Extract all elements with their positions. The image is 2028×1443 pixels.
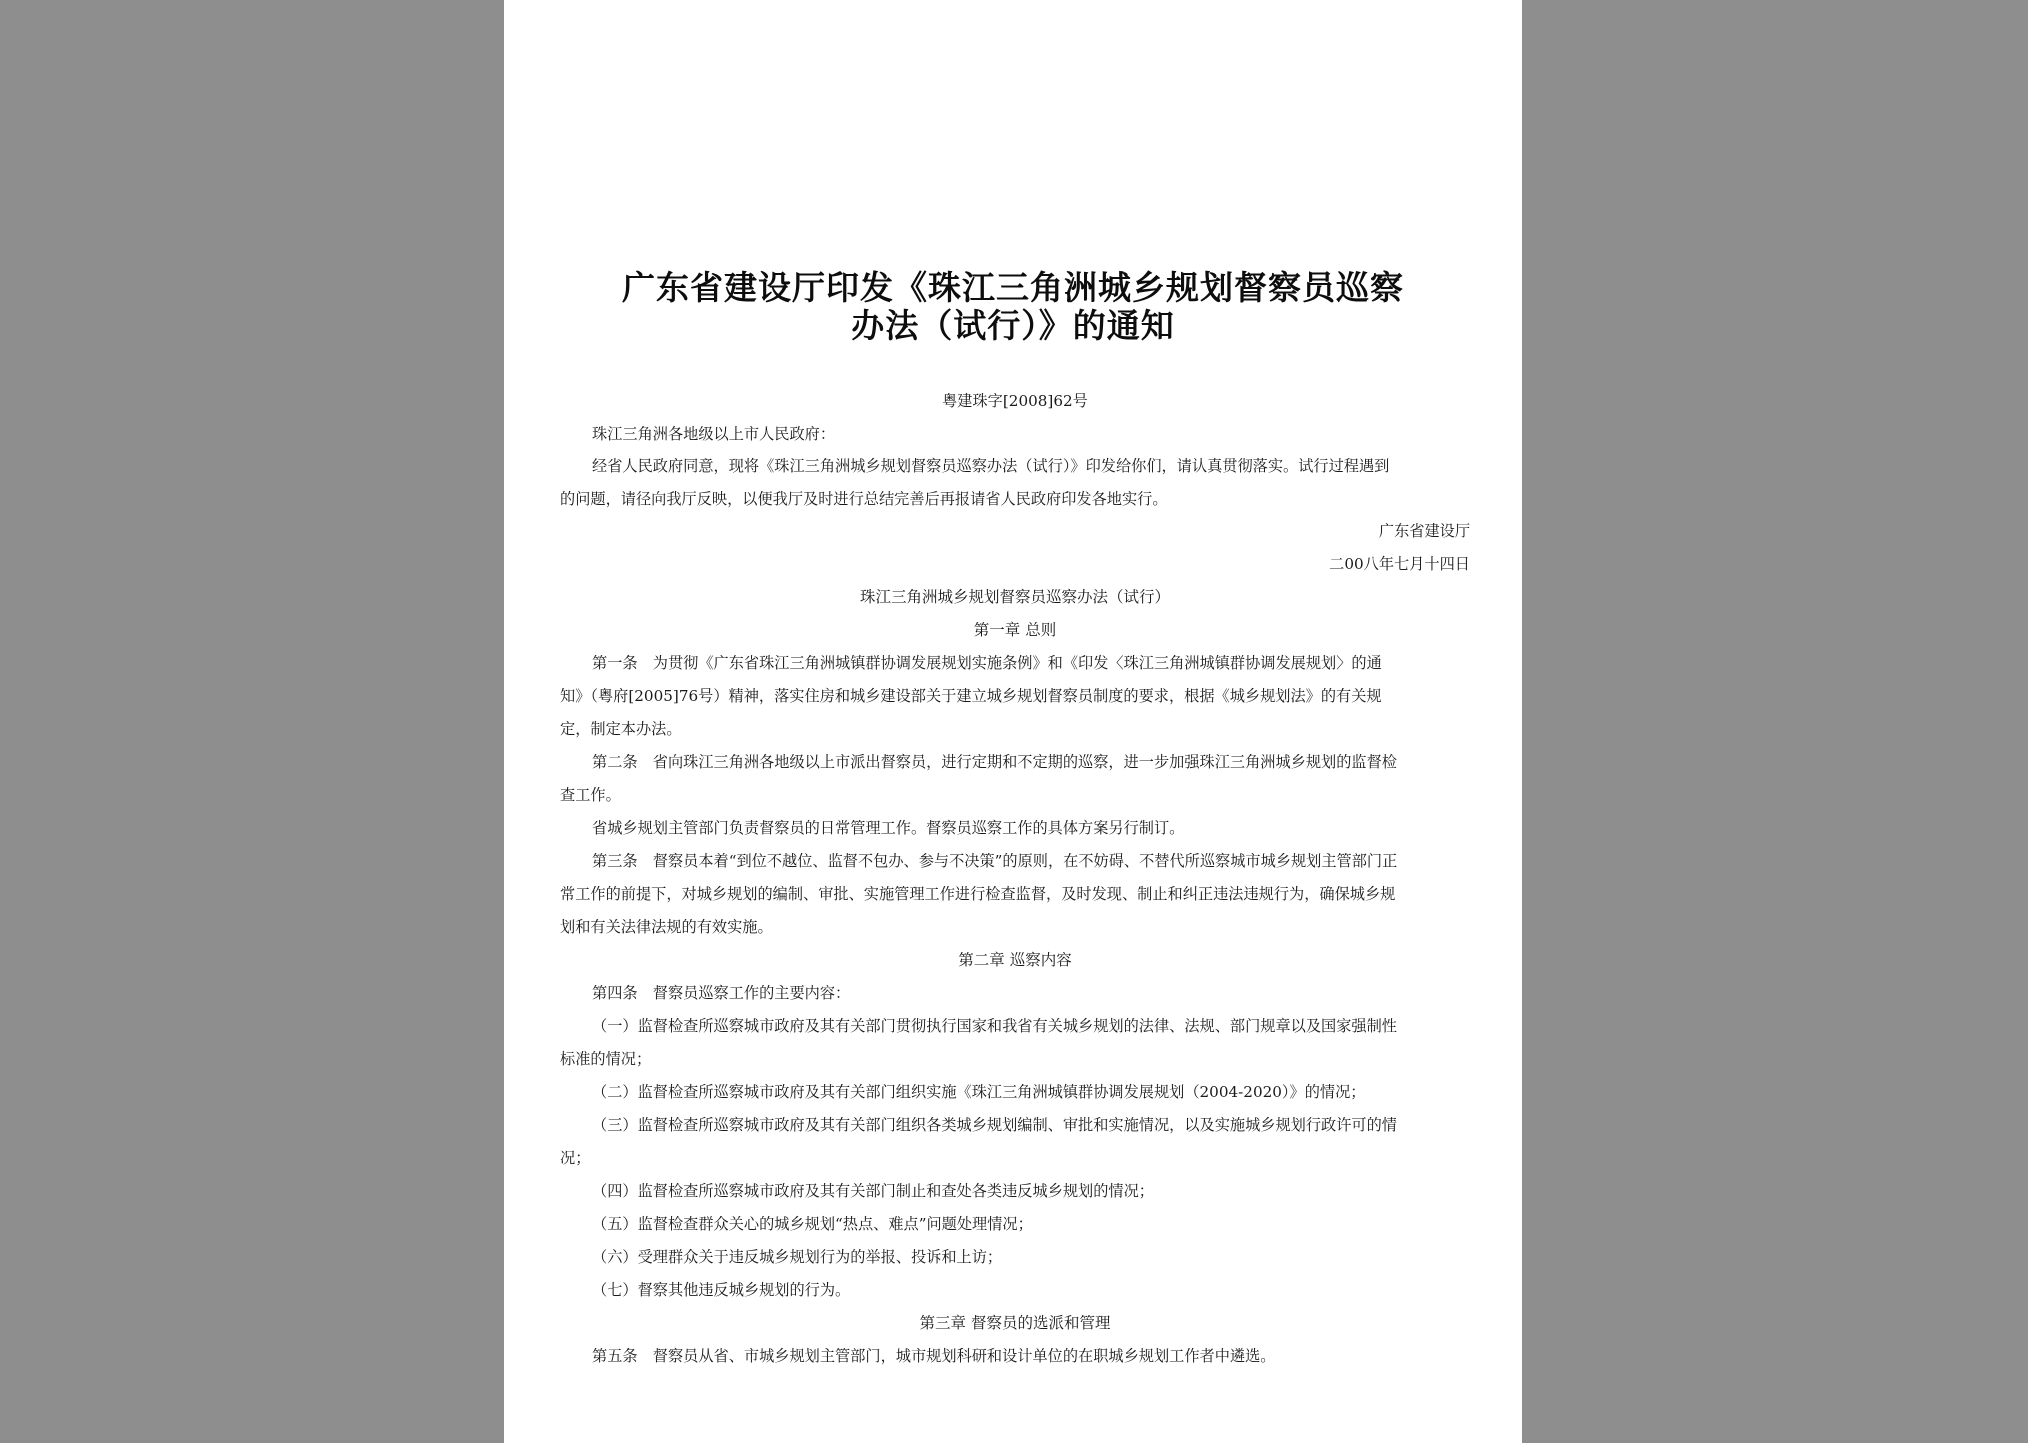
list-item: （六）受理群众关于违反城乡规划行为的举报、投诉和上访；: [592, 1248, 1003, 1266]
article-line: 知》（粤府[2005]76号）精神，落实住房和城乡建设部关于建立城乡规划督察员制度的要求，根据《城乡规划法》的有关规: [560, 687, 1382, 705]
signature: 广东省建设厅: [1378, 522, 1470, 540]
body-line: 经省人民政府同意，现将《珠江三角洲城乡规划督察员巡察办法（试行）》印发给你们，请认真贯彻落实。试行过程遇到: [592, 457, 1390, 475]
article-line: 第二条 省向珠江三角洲各地级以上市派出督察员，进行定期和不定期的巡察，进一步加强珠江三角洲城乡规划的监督检: [592, 753, 1397, 771]
list-item: （一）监督检查所巡察城市政府及其有关部门贯彻执行国家和我省有关城乡规划的法律、法规、部门规章以及国家强制性: [592, 1017, 1397, 1035]
article-line: 定，制定本办法。: [560, 720, 682, 738]
document-title-line2: 办法（试行）》的通知: [851, 306, 1175, 345]
article-line: 省城乡规划主管部门负责督察员的日常管理工作。督察员巡察工作的具体方案另行制订。: [592, 819, 1185, 837]
list-item: （七）督察其他违反城乡规划的行为。: [592, 1281, 851, 1299]
list-item: （三）监督检查所巡察城市政府及其有关部门组织各类城乡规划编制、审批和实施情况，以及实施城乡规划行政许可的情: [592, 1116, 1397, 1134]
body-line: 的问题，请径向我厅反映，以便我厅及时进行总结完善后再报请省人民政府印发各地实行。: [560, 490, 1168, 508]
issue-date: 二00八年七月十四日: [1329, 555, 1470, 573]
article-line: 查工作。: [560, 786, 621, 804]
list-item: 况；: [560, 1149, 591, 1167]
article-line: 第三条 督察员本着“到位不越位、监督不包办、参与不决策”的原则，在不妨碍、不替代所巡察城市城乡规划主管部门正: [592, 852, 1398, 870]
article-line: 第一条 为贯彻《广东省珠江三角洲城镇群协调发展规划实施条例》和《印发〈珠江三角洲城镇群协调发展规划〉的通: [592, 654, 1382, 672]
list-item: （二）监督检查所巡察城市政府及其有关部门组织实施《珠江三角洲城镇群协调发展规划（2004-2020）》的情况；: [592, 1083, 1366, 1101]
list-item: （五）监督检查群众关心的城乡规划“热点、难点”问题处理情况；: [592, 1215, 1033, 1233]
document-page: [504, 0, 1522, 1443]
measure-title: 珠江三角洲城乡规划督察员巡察办法（试行）: [859, 588, 1170, 606]
addressee: 珠江三角洲各地级以上市人民政府：: [592, 425, 835, 443]
document-title-line1: 广东省建设厅印发《珠江三角洲城乡规划督察员巡察: [622, 268, 1404, 307]
list-item: （四）监督检查所巡察城市政府及其有关部门制止和查处各类违反城乡规划的情况；: [592, 1182, 1154, 1200]
article-line: 常工作的前提下，对城乡规划的编制、审批、实施管理工作进行检查监督，及时发现、制止和纠正违法违规行为，确保城乡规: [560, 885, 1396, 903]
chapter-heading: 第二章 巡察内容: [958, 951, 1072, 969]
document-number: 粤建珠字[2008]62号: [942, 392, 1088, 410]
chapter-heading: 第一章 总则: [973, 621, 1057, 639]
article-line: 第五条 督察员从省、市城乡规划主管部门，城市规划科研和设计单位的在职城乡规划工作者中遴选。: [592, 1347, 1276, 1365]
list-item: 标准的情况；: [560, 1050, 652, 1068]
article-line: 划和有关法律法规的有效实施。: [560, 918, 773, 936]
article-line: 第四条 督察员巡察工作的主要内容：: [592, 984, 851, 1002]
chapter-heading: 第三章 督察员的选派和管理: [919, 1314, 1111, 1332]
